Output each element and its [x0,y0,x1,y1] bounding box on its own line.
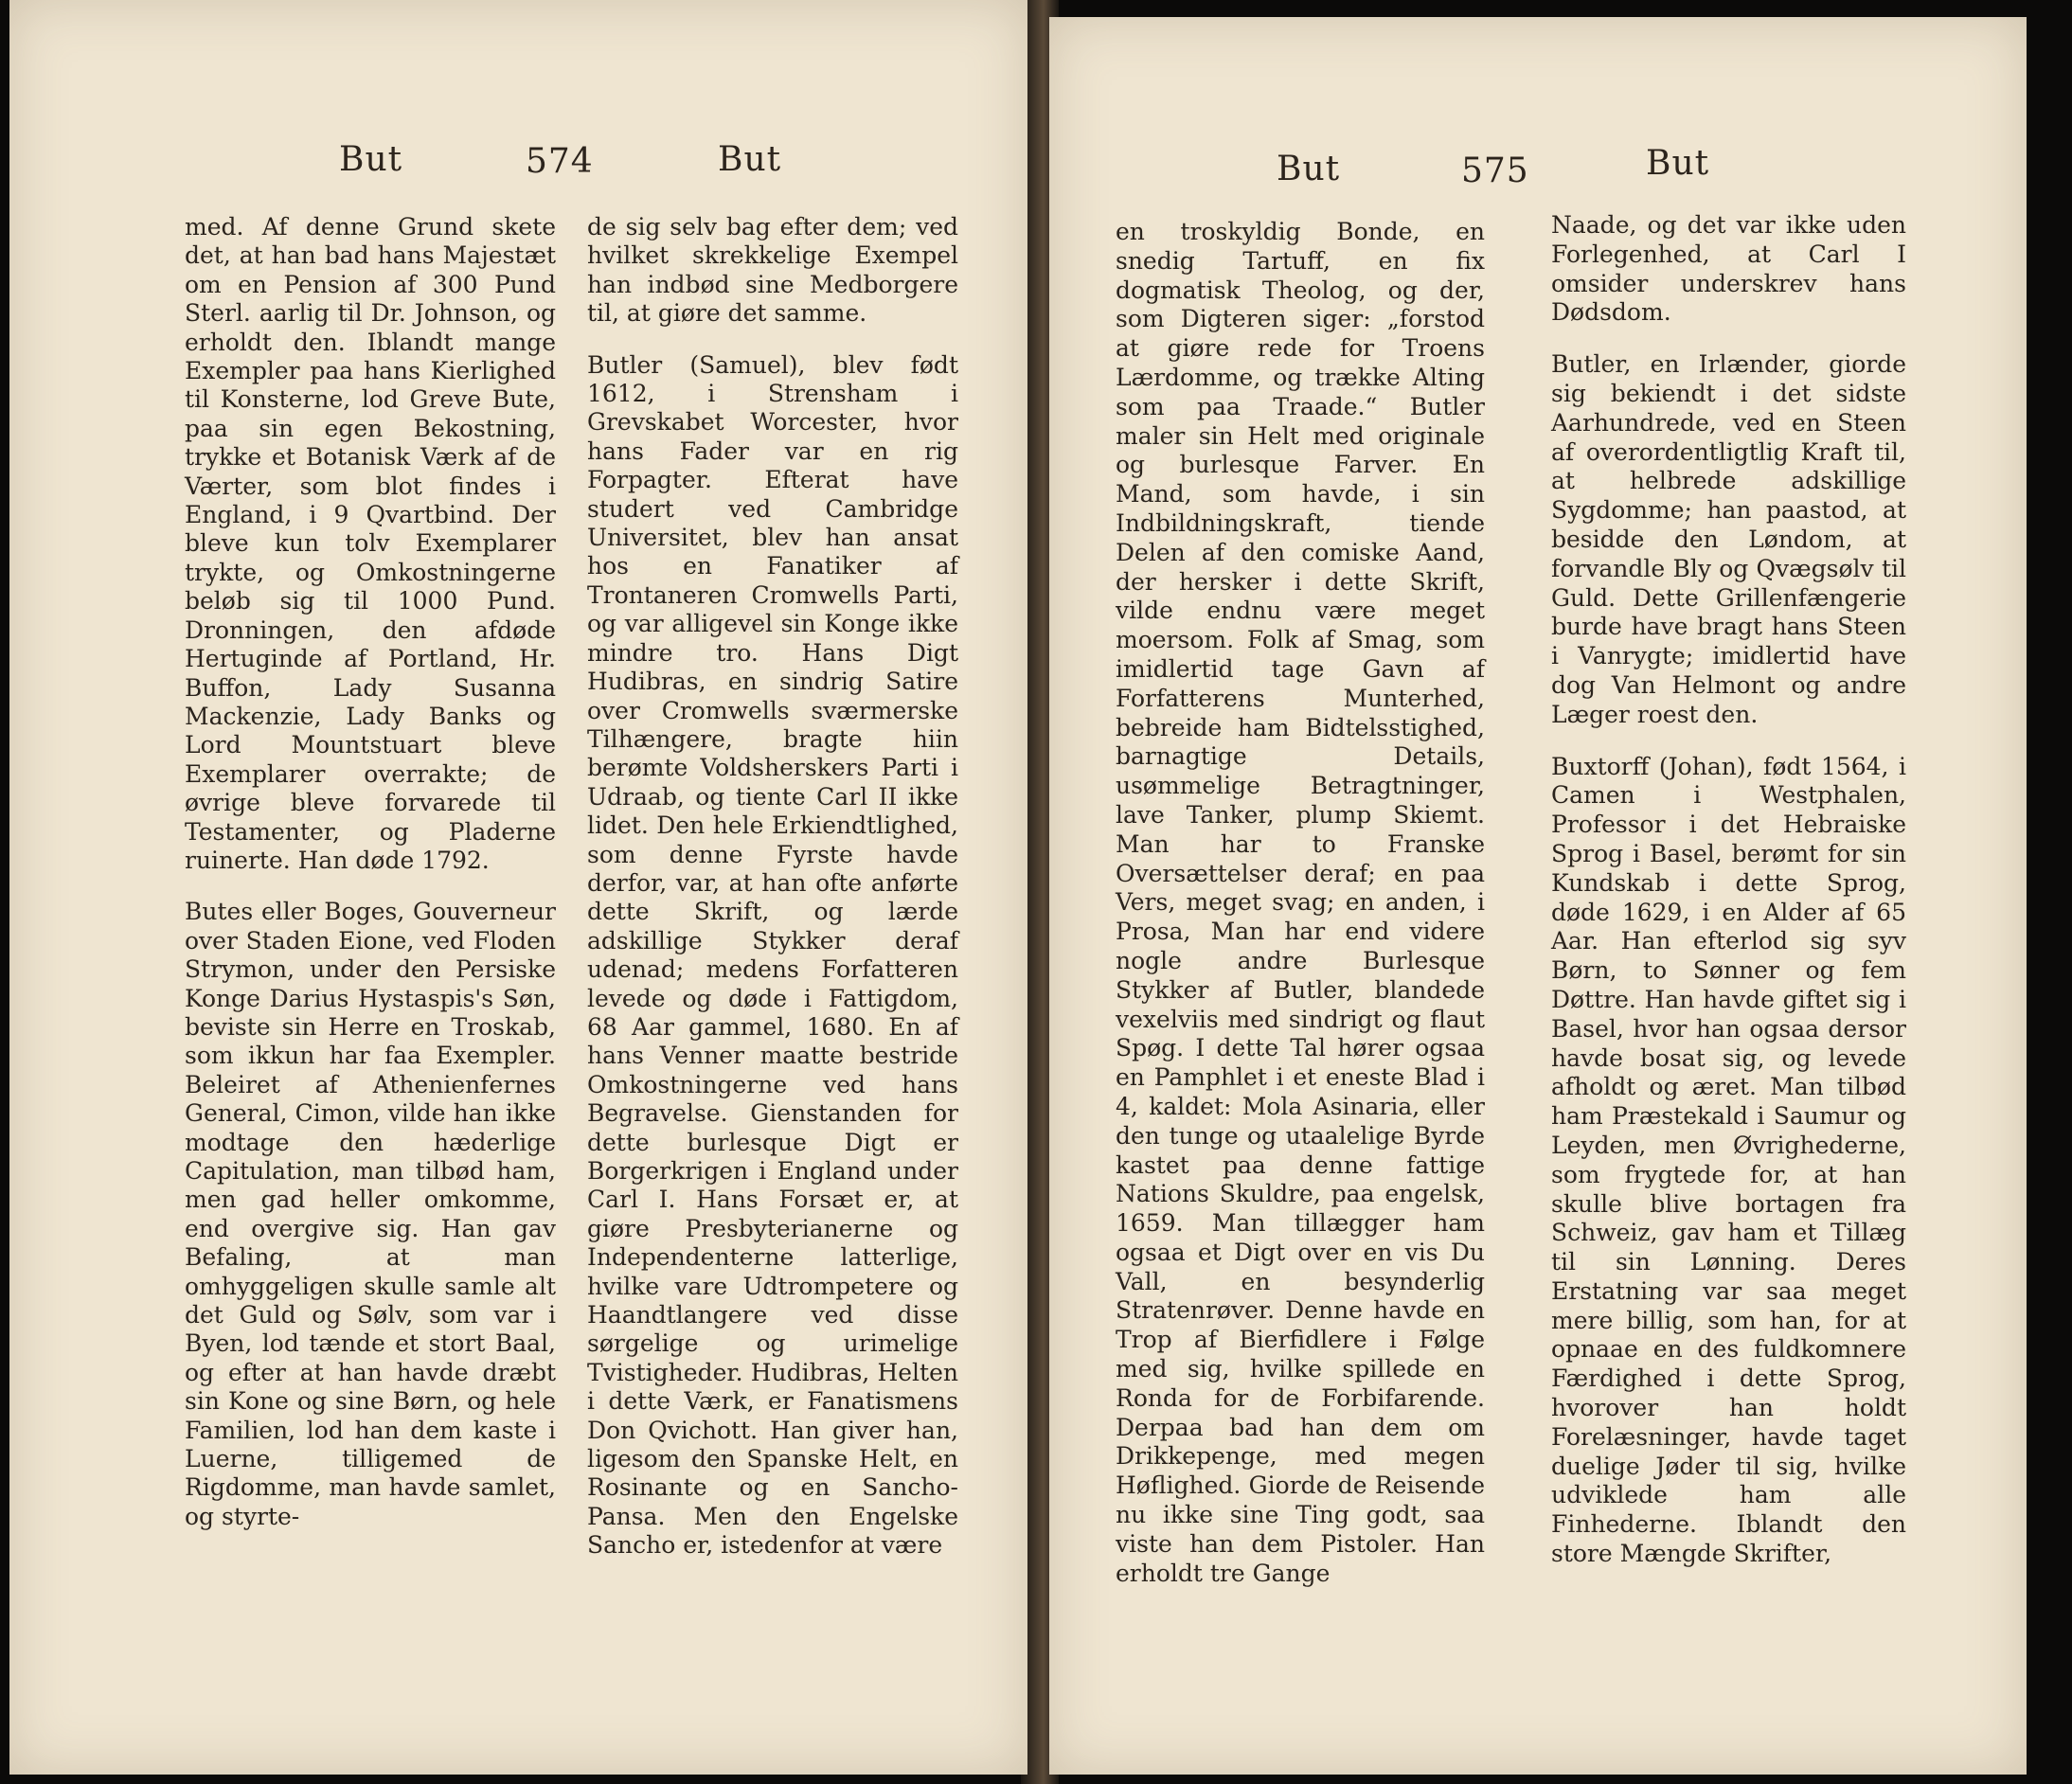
left-page-number: 574 [526,142,594,181]
entry-butes-continued: de sig selv bag efter dem; ved hvilket skrekkelige Exempel han indbød sine Medborgere til, at giøre det samme. [587,213,958,328]
right-running-head-left: But [1277,150,1341,188]
left-column-1 [185,213,556,1531]
entry-butler-samuel-end: Naade, og det var ikke uden Forlegenhed, at Carl I omsider underskrev hans Dødsdom. [1551,211,1906,327]
entry-buxtorff: Buxtorff (Johan), født 1564, i Camen i Westphalen, Professor i det Hebraiske Sprog i Basel, berømt for sin Kundskab i dette Sprog, døde 1629, i en Alder af 65 Aar. Han efterlod sig syv Børn, to Sønner og fem Døttre. Han havde giftet sig i Basel, hvor han ogsaa dersor havde bosat sig, og levede afholdt og æret. Man tilbød ham Præstekald i Saumur og Leyden, men Øvrighederne, som frygtede for, at han skulle blive bortagen fra Schweiz, gav ham et Tillæg til sin Lønning. Deres Erstatning var saa meget mere billig, som han, for at opnaae en des fuldkomnere Færdighed i dette Sprog, hvorover han holdt Forelæsninger, havde taget duelige Jøder til sig, hvilke udviklede ham alle Finhederne. Iblandt den store Mængde Skrifter, [1551,752,1906,1568]
left-column-2 [587,213,958,1561]
left-running-head-left: But [339,140,403,179]
right-column-2 [1551,211,1906,1569]
entry-bute-continued: med. Af denne Grund skete det, at han bad hans Majestæt om en Pension af 300 Pund Sterl. aarlig til Dr. Johnson, og erholdt den. Iblandt mange Exempler paa hans Kierlighed til Konsterne, lod Greve Bute, paa sin egen Bekostning, trykke et Botanisk Værk af de Værter, som blot findes i England, i 9 Qvartbind. Der bleve kun tolv Exemplarer trykte, og Omkostningerne beløb sig til 1000 Pund. Dronningen, den afdøde Hertuginde af Portland, Hr. Buffon, Lady Susanna Mackenzie, Lady Banks og Lord Mountstuart bleve Exemplarer overrakte; de øvrige bleve forvarede til Testamenter, og Pladerne ruinerte. Han døde 1792. [185,213,556,874]
entry-butler-samuel-continued: en troskyldig Bonde, en snedig Tartuff, en fix dogmatisk Theolog, og der, som Digteren siger: „forstod at giøre rede for Troens Lærdomme, og trække Alting som paa Traade.“ Butler maler sin Helt med originale og burlesque Farver. En Mand, som havde, i sin Indbildningskraft, tiende Delen af den comiske Aand, der hersker i dette Skrift, vilde endnu være meget moersom. Folk af Smag, som imidlertid tage Gavn af Forfatterens Munterhed, bebreide ham Bidtelsstighed, barnagtige Details, usømmelige Betragtninger, lave Tanker, plump Skiemt. Man har to Franske Oversættelser deraf; en paa Vers, meget svag; en anden, i Prosa, Man har end videre nogle andre Burlesque Stykker af Butler, blandede vexelviis med sindrigt og flaut Spøg. I dette Tal hører ogsaa en Pamphlet i et eneste Blad i 4, kaldet: Mola Asinaria, eller den tunge og utaalelige Byrde kastet paa denne fattige Nations Skuldre, paa engelsk, 1659. Man tillægger ham ogsaa et Digt over en vis Du Vall, en besynderlig Stratenrøver. Denne havde en Trop af Bierfidlere i Følge med sig, hvilke spillede en Ronda for de Forbifarende. Derpaa bad han dem om Drikkepenge, med megen Høflighed. Giorde de Reisende nu ikke sine Ting godt, saa viste han dem Pistoler. Han erholdt tre Gange [1116,218,1485,1587]
entry-butes: Butes eller Boges, Gouverneur over Staden Eione, ved Floden Strymon, under den Persiske Konge Darius Hystaspis's Søn, beviste sin Herre en Troskab, som ikkun har faa Exempler. Beleiret af Athenienfernes General, Cimon, vilde han ikke modtage den hæderlige Capitulation, man tilbød ham, men gad heller omkomme, end overgive sig. Han gav Befaling, at man omhyggeligen skulle samle alt det Guld og Sølv, som var i Byen, lod tænde et stort Baal, og efter at han havde dræbt sin Kone og sine Børn, og hele Familien, lod han dem kaste i Luerne, tilligemed de Rigdomme, man havde samlet, og styrte- [185,898,556,1530]
entry-butler-samuel: Butler (Samuel), blev født 1612, i Strensham i Grevskabet Worcester, hvor hans Fader var en rig Forpagter. Efterat have studert ved Cambridge Universitet, blev han ansat hos en Fanatiker af Trontaneren Cromwells Parti, og var alligevel sin Konge ikke mindre tro. Hans Digt Hudibras, en sindrig Satire over Cromwells sværmerske Tilhængere, bragte hiin berømte Voldsherskers Parti i Udraab, og tiente Carl II ikke lidet. Den hele Erkiendtlighed, som denne Fyrste havde derfor, var, at han ofte anførte dette Skrift, og lærde adskillige Stykker deraf udenad; medens Forfatteren levede og døde i Fattigdom, 68 Aar gammel, 1680. En af hans Venner maatte bestride Omkostningerne ved hans Begravelse. Gienstanden for dette burlesque Digt er Borgerkrigen i England under Carl I. Hans Forsæt er, at giøre Presbyterianerne og Independenterne latterlige, hvilke vare Udtrompetere og Haandtlangere ved disse sørgelige og urimelige Tvistigheder. Hudibras, Helten i dette Værk, er Fanatismens Don Qvichott. Han giver han, ligesom den Spanske Helt, en Rosinante og en Sancho-Pansa. Men den Engelske Sancho er, istedenfor at være [587,350,958,1560]
right-column-1 [1116,218,1485,1588]
left-running-head-right: But [718,140,782,179]
right-running-head-right: But [1646,144,1710,183]
left-page [9,0,1027,1775]
right-page-number: 575 [1461,152,1529,190]
right-page [1049,17,2027,1775]
entry-butler-irish: Butler, en Irlænder, giorde sig bekiendt i det sidste Aarhundrede, ved en Steen af overordentligtlig Kraft til, at helbrede adskillige Sygdomme; han paastod, at besidde den Løndom, at forvandle Bly og Qvægsølv til Guld. Dette Grillenfængerie burde have bragt hans Steen i Vanrygte; imidlertid have dog Van Helmont og andre Læger roest den. [1551,350,1906,728]
